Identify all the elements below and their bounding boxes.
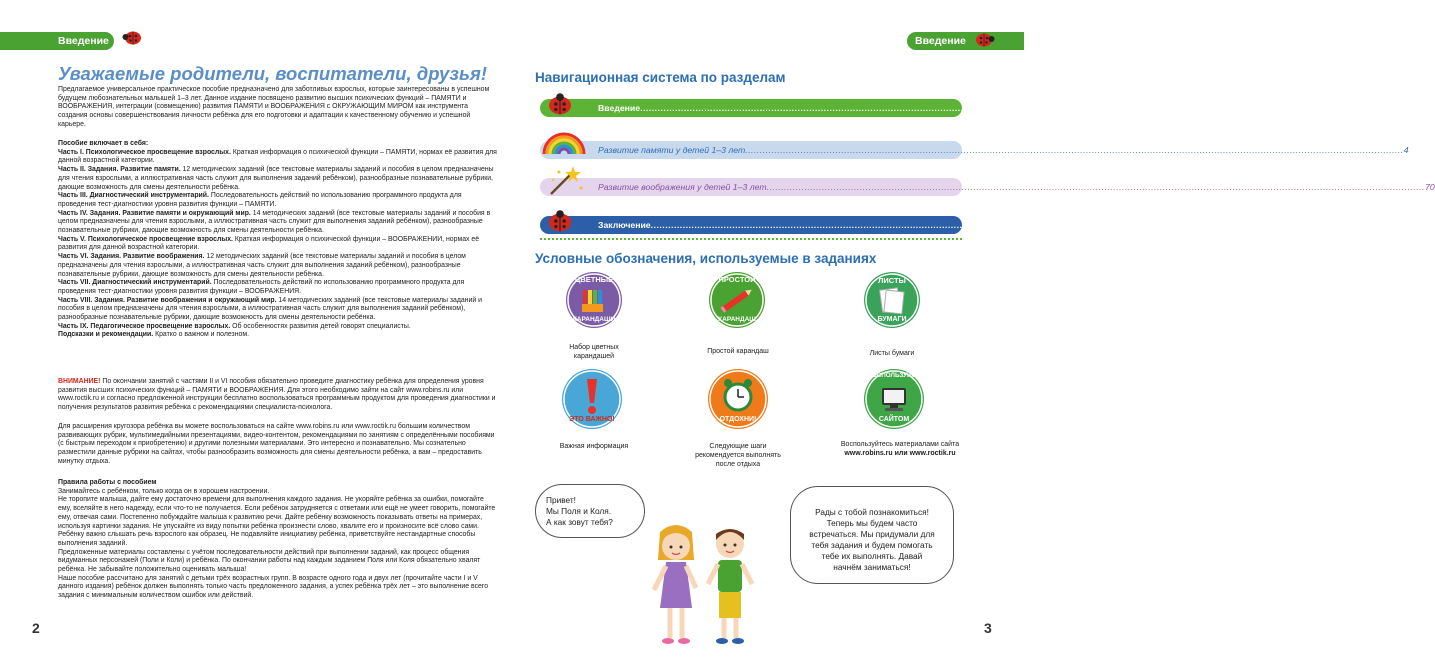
part-description: 12 методических заданий (все текстовые материалы заданий и пособия в целом предназначены для чтения взрослыми, а иллюстративная часть служит для выполнения заданий ребёнком), разнообразные познавательные рубрики, дающие возможность для смены деятельности ребёнка. (58, 253, 466, 278)
part-description: Последовательность действий по использованию программного продукта для проведения тест-диагностики уровня развития функции – ВООБРАЖЕНИЯ. (58, 279, 465, 295)
part-description: Кратко о важном и полезном. (153, 331, 249, 339)
part-description: 14 методических заданий (все текстовые материалы заданий и пособия в целом предназначены для чтения взрослыми, а иллюстративная часть служит для выполнения заданий ребёнком), разнообразные познавательные рубрики, дающие возможность для смены деятельности ребёнка. (58, 296, 482, 322)
nav-item-imagination[interactable]: Развитие воображения у детей 1–3 лет .................................................................................................................................................................................................................................. 70 (540, 178, 962, 196)
contents-part (58, 236, 498, 253)
magic-wand-icon (545, 164, 585, 198)
badge-bottom-text: КАРАНДАШ (718, 316, 756, 323)
contents-part (58, 166, 498, 192)
contents-part (58, 297, 498, 323)
part-heading: Подсказки и рекомендации. (58, 331, 154, 339)
badge-top-text: ВОСПОЛЬЗУЙСЯ (867, 372, 921, 379)
attention-label: ВНИМАНИЕ! (58, 378, 101, 385)
section-divider (540, 238, 962, 240)
section-tab-left: Введение (48, 32, 114, 50)
contents-part (58, 323, 498, 332)
symbol-label-pencil: Простой карандаш (707, 348, 769, 355)
attention-text: По окончании занятий с частями II и VI пособия обязательно проведите диагностику ребёнка для определения уровня развития высших психических функций – ПАМЯТИ и ВООБРАЖЕНИЯ. Для этого необходимо зайти на сайт www.robins.ru или www.roctik.ru и согласно предложенной инструкции бесплатно воспользоваться программным продуктом для проведения диагностики и получения результатов развития ребёнка с рекомендациями специалиста-психолога. (58, 378, 496, 412)
contents-part (58, 210, 498, 236)
page-title: Уважаемые родители, воспитатели, друзья! (58, 63, 488, 84)
badge-bottom-text: ЭТО ВАЖНО! (569, 416, 615, 423)
contents-part (58, 192, 498, 209)
part-heading: Часть IV. Задания. Развитие памяти и окружающий мир. (58, 209, 251, 217)
part-heading: Часть I. Психологическое просвещение взрослых. (58, 148, 231, 156)
part-heading: Часть II. Задания. Развитие памяти. (58, 166, 181, 174)
contents-part (58, 331, 498, 340)
nav-item-conclusion[interactable]: Заключение .................................................................................................................................................................................................................................. 119 (540, 216, 962, 234)
speech-bubble-right: Рады с тобой познакомиться! Теперь мы будем часто встречаться. Мы придумали для тебя задания и будем помогать тебе их выполнять. Давай начнём заниматься! (790, 486, 954, 584)
nav-page: 119 (1309, 220, 1324, 230)
badge-bottom-text: КАРАНДАШИ (572, 316, 616, 323)
contents-title: Пособие включает в себя: (58, 140, 149, 147)
part-description: 14 методических заданий (все текстовые материалы заданий и пособия в целом предназначены для чтения взрослыми, а иллюстративная часть служит для выполнения заданий ребёнком), разнообразные познавательные рубрики, дающие возможность для смены деятельности ребёнка. (58, 209, 491, 235)
rules-section (58, 479, 498, 601)
legend-title: Условные обозначения, используемые в заданиях (535, 251, 877, 266)
speech-bubble-left: Привет! Мы Поля и Коля. А как зовут тебя? (535, 484, 645, 538)
part-description: Последовательность действий по использованию программного продукта для проведения тест-диагностики уровня развития функции – ПАМЯТИ. (58, 192, 462, 208)
badge-top-text: ПРОСТОЙ (718, 275, 756, 284)
ladybug-icon (122, 29, 142, 45)
symbol-label-website (832, 440, 968, 458)
ladybug-icon (546, 93, 574, 115)
nav-label: Развитие воображения у детей 1–3 лет (598, 182, 767, 192)
boy-figure (708, 529, 752, 644)
part-heading: Часть VI. Задания. Развитие воображения. (58, 253, 205, 261)
rules-text: Занимайтесь с ребёнком, только когда он в хорошем настроении. Не торопите малыша, дайте ему достаточно времени для выполнения каждого задания. Не укоряйте ребёнка за ошибки, помогайте ему, вселяйте в него надежду, если что-то не получается. Если ребёнок затрудняется с ответами или ещё не умеет говорить, помогайте ему, отвечая сами. Постепенно побуждайте малыша к развитию речи. Дайте ребёнку возможность показывать ответы на примерах, используя картинки задания. Не упускайте из виду попытки ребёнка произнести слово, хвалите его и произносите всё слово сами. Ребёнку важно слышать речь взрослого как образец. Не подавляйте инициативу ребёнка, приветствуйте нестандартные способы выполнения заданий. Предложенные материалы составлены с учётом последовательности действий при выполнении заданий, как процесс общения видуманных персонажей (Поли и Коли) и ребёнка. По окончании работы над каждым заданием Поля или Коля обязательно хвалят ребёнка. Не забывайте положительно оценивать малыша! Наше пособие рассчитано для занятий с детьми трёх возрастных групп. В возрасте одного года и двух лет (прочитайте части I и V данного издания) ребёнок должен выполнять только часть предложенного задания, а успех ребёнка трёх лет – это выполнение всего задания с минимальным количеством ошибок или действий. (58, 487, 496, 600)
ladybug-icon (546, 210, 574, 232)
badge-bottom-text: ОТДОХНИ! (719, 416, 757, 423)
kids-illustration (646, 520, 766, 648)
contents-part (58, 253, 498, 279)
symbol-label-colored-pencils: Набор цветных карандашей (569, 344, 619, 360)
badge-bottom-text: БУМАГИ (877, 316, 907, 323)
page-number-right: 3 (984, 620, 992, 636)
contents-part (58, 149, 498, 166)
contents-list (58, 140, 498, 340)
intro-paragraph: Предлагаемое универсальное практическое пособие предназначено для заботливых взрослых, которые заинтересованы в успешном будущем любознательных малышей 1–3 лет. Данное издание посвящено развитию высших психических функций – ПАМЯТИ и ВООБРАЖЕНИЯ, интеграции (совмещению) развития ПАМЯТИ и ВООБРАЖЕНИЯ с ОКРУЖАЮЩИМ МИРОМ как инструмента создания основы совершенствования личности ребёнка для его подготовки и адаптации к качественному обучению и успешной карьере. (58, 86, 490, 128)
section-tab-right: Введение (907, 32, 1024, 50)
badge-top-text: ЦВЕТНЫЕ (574, 275, 614, 284)
girl-figure (654, 525, 696, 644)
part-description: Об особенностях развития детей говорят специалисты. (230, 322, 411, 330)
attention-paragraph (58, 378, 498, 413)
website-label-text: Воспользуйтесь материалами сайта (840, 441, 960, 448)
part-description: Краткая информация о психической функции – ПАМЯТИ, нормах её развития для данной возрастной категории. (58, 148, 497, 165)
symbol-label-paper: Листы бумаги (869, 350, 915, 357)
website-links[interactable]: www.robins.ru или www.roctik.ru (844, 450, 956, 457)
part-heading: Часть V. Психологическое просвещение взрослых. (58, 235, 233, 243)
nav-label: Заключение (598, 220, 651, 230)
rainbow-icon (541, 127, 587, 155)
badge-bottom-text: САЙТОМ (878, 416, 910, 423)
extension-paragraph: Для расширения кругозора ребёнка вы можете воспользоваться на сайте www.robins.ru или www.roctik.ru большим количеством развивающих рубрик, мультимедийными презентациями, видео-контентом, рекомендациями по занятиям с определёнными пособиями (с быстрым переходом к приобретению) и другими полезными материалами. Это интересно и познавательно. Мы сознательно разместили данные рубрики на сайтах, чтобы разнообразить возможность для смены деятельности ребёнка, а вам – предоставить минутку отдыха. (58, 423, 495, 465)
page-number-left: 2 (32, 620, 40, 636)
ladybug-icon (975, 31, 995, 47)
nav-page: 2 (1298, 103, 1304, 113)
part-description: 12 методических заданий (все текстовые материалы заданий и пособия в целом предназначены для чтения взрослыми, а иллюстративная часть служит для выполнения заданий ребёнком), разнообразные познавательные рубрики, дающие возможность для смены деятельности ребёнка. (58, 166, 494, 191)
part-heading: Часть VIII. Задания. Развитие воображения и окружающий мир. (58, 296, 277, 304)
nav-label: Развитие памяти у детей 1–3 лет (598, 145, 746, 155)
nav-item-intro[interactable]: Введение .................................................................................................................................................................................................................................. 2 (540, 99, 962, 117)
symbol-label-important: Важная информация (559, 443, 629, 450)
navigation-title: Навигационная система по разделам (535, 70, 786, 85)
symbol-label-rest: Следующие шаги рекомендуется выполнять после отдыха (695, 443, 781, 468)
part-heading: Часть III. Диагностический инструментарий. (58, 192, 209, 200)
nav-page: 4 (1403, 145, 1409, 155)
part-heading: Часть IX. Педагогическое просвещение взрослых. (58, 322, 231, 330)
contents-part (58, 279, 498, 296)
rules-title: Правила работы с пособием (58, 479, 157, 486)
part-description: Краткая информация о психической функции – ВООБРАЖЕНИИ, нормах её развития для данной возрастной категории. (58, 235, 480, 252)
nav-page: 70 (1425, 182, 1435, 192)
part-heading: Часть VII. Диагностический инструментарий. (58, 279, 212, 287)
nav-item-memory[interactable]: Развитие памяти у детей 1–3 лет .................................................................................................................................................................................................................................. 4 (540, 141, 962, 159)
badge-top-text: ЛИСТЫ (878, 276, 906, 285)
nav-label: Введение (598, 103, 641, 113)
